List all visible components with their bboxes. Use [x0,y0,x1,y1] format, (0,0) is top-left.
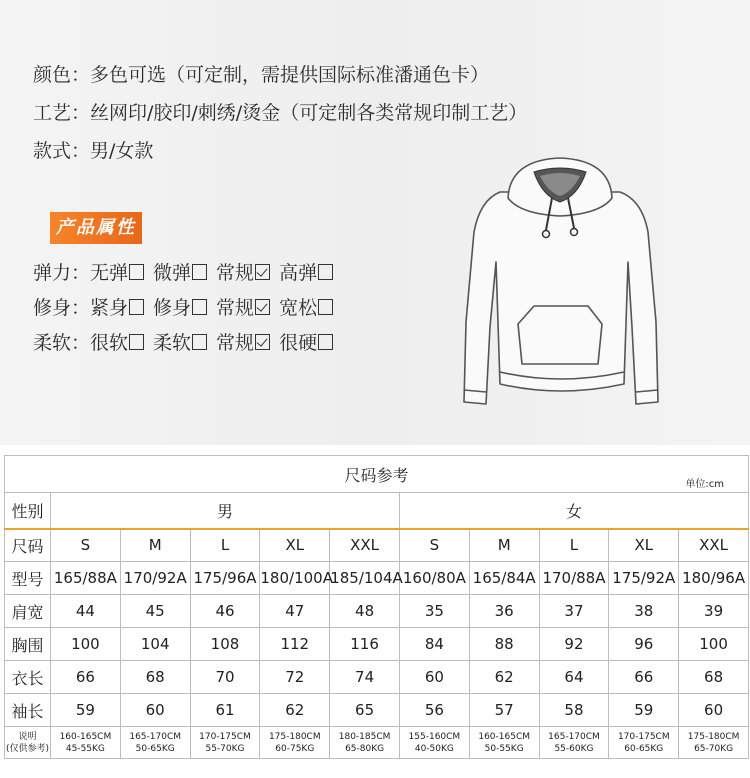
table-cell: 64 [539,661,609,694]
note-cell [190,727,260,759]
table-cell: 38 [609,595,679,628]
note-cell [260,727,330,759]
height-range: 155-160CM [408,731,461,742]
attribute-option [90,258,144,285]
attribute-label: 修身： [33,297,91,319]
attribute-option-text: 紧身 [90,297,129,319]
size-table-title [5,456,749,493]
checkbox-icon [129,334,144,350]
table-cell: 45 [120,595,190,628]
table-cell: 100 [51,628,121,661]
table-cell: 35 [399,595,469,628]
table-cell: 84 [399,628,469,661]
attribute-label: 柔软： [33,332,91,354]
attribute-row [33,328,342,355]
height-range: 160-165CM [478,731,530,742]
table-cell: S [51,529,121,562]
female-header: 女 [399,493,748,529]
craft-info: 工艺：丝网印/胶印/刺绣/烫金（可定制各类常规印制工艺） [33,102,528,124]
table-cell: L [190,529,260,562]
attribute-option-text: 柔软 [153,332,192,354]
table-cell: 59 [609,694,679,727]
checkbox-icon [129,299,144,315]
table-cell: 180/96A [679,562,749,595]
table-cell: 60 [399,661,469,694]
checked-checkbox-icon [255,264,270,280]
table-cell: 57 [469,694,539,727]
height-range: 165-170CM [129,731,182,742]
table-cell: 37 [539,595,609,628]
height-range: 175-180CM [268,731,321,742]
table-cell: XL [609,529,679,562]
weight-range: 65-70KG [694,743,734,754]
table-cell: 39 [679,595,749,628]
note-label-line1: 说明 [18,731,37,742]
height-range: 175-180CM [687,731,740,742]
height-range: 180-185CM [338,731,391,742]
row-label: 型号 [5,562,51,595]
checkbox-icon [129,264,144,280]
table-cell: 47 [260,595,330,628]
unit-label: 单位:cm [685,479,725,490]
male-header: 男 [51,493,400,529]
height-range: 170-175CM [199,731,251,742]
checkbox-icon [192,264,207,280]
table-cell: 104 [120,628,190,661]
row-label: 胸围 [5,628,51,661]
table-cell: 170/88A [539,562,609,595]
table-cell: 96 [609,628,679,661]
hoodie-illustration [460,152,660,427]
style-info: 款式：男/女款 [33,140,154,162]
attribute-option [153,293,207,320]
note-cell [469,727,539,759]
checkbox-icon [192,299,207,315]
table-cell: 112 [260,628,330,661]
note-cell [609,727,679,759]
attribute-option [153,258,207,285]
table-cell: 68 [120,661,190,694]
table-cell: 165/84A [469,562,539,595]
attribute-option-text: 常规 [216,297,255,319]
attribute-row [33,258,342,285]
note-row [5,727,749,759]
table-cell: 58 [539,694,609,727]
weight-range: 40-50KG [414,743,454,754]
row-label: 衣长 [5,661,51,694]
attribute-option-text: 很软 [90,332,129,354]
attribute-option-text: 高弹 [279,262,318,284]
table-cell: 185/104A [330,562,400,595]
table-row [5,562,749,595]
attribute-option-text: 常规 [216,262,255,284]
table-cell: 44 [51,595,121,628]
checkbox-icon [318,334,333,350]
attribute-option [216,328,270,355]
size-table-title-text: 尺码参考 [344,465,409,485]
note-cell [679,727,749,759]
attribute-option [153,328,207,355]
note-cell [51,727,121,759]
row-label: 肩宽 [5,595,51,628]
checked-checkbox-icon [255,299,270,315]
size-reference-table [4,455,749,759]
weight-range: 45-55KG [65,743,105,754]
attribute-label: 弹力： [33,262,91,284]
table-cell: M [120,529,190,562]
attribute-option [90,328,144,355]
row-label: 尺码 [5,529,51,562]
weight-range: 55-70KG [205,743,245,754]
table-cell: 65 [330,694,400,727]
note-cell [399,727,469,759]
attribute-option [90,293,144,320]
attribute-option-text: 无弹 [90,262,129,284]
table-cell: 61 [190,694,260,727]
table-cell: 88 [469,628,539,661]
gender-label: 性别 [5,493,51,529]
table-cell: 70 [190,661,260,694]
attribute-option-text: 微弹 [153,262,192,284]
height-range: 170-175CM [617,731,670,742]
table-cell: 175/96A [190,562,260,595]
table-row [5,628,749,661]
table-cell: M [469,529,539,562]
table-cell: 92 [539,628,609,661]
note-label-line2: (仅供参考) [5,743,50,754]
height-range: 160-165CM [59,731,112,742]
table-cell: 160/80A [399,562,469,595]
table-cell: 116 [330,628,400,661]
attribute-option [216,293,270,320]
row-label: 袖长 [5,694,51,727]
checkbox-icon [318,264,333,280]
table-cell: 56 [399,694,469,727]
table-cell: XXL [330,529,400,562]
table-cell: S [399,529,469,562]
table-cell: 36 [469,595,539,628]
table-cell: 66 [609,661,679,694]
table-row [5,694,749,727]
weight-range: 60-65KG [624,743,664,754]
weight-range: 50-65KG [135,743,175,754]
table-cell: 66 [51,661,121,694]
table-cell: 60 [679,694,749,727]
table-cell: 62 [260,694,330,727]
table-cell: 180/100A [260,562,330,595]
table-cell: 170/92A [120,562,190,595]
table-cell: 100 [679,628,749,661]
note-cell [539,727,609,759]
table-cell: 74 [330,661,400,694]
table-cell: XL [260,529,330,562]
table-cell: L [539,529,609,562]
color-info: 颜色：多色可选（可定制，需提供国际标准潘通色卡） [33,64,490,86]
table-cell: 46 [190,595,260,628]
table-cell: 175/92A [609,562,679,595]
checkbox-icon [192,334,207,350]
attribute-option-text: 修身 [153,297,192,319]
table-cell: 62 [469,661,539,694]
table-cell: 108 [190,628,260,661]
attribute-option-text: 宽松 [279,297,318,319]
attribute-option [279,293,333,320]
table-row [5,661,749,694]
table-row [5,529,749,562]
table-cell: 48 [330,595,400,628]
table-cell: 60 [120,694,190,727]
attribute-row [33,293,342,320]
product-attributes-badge: 产品属性 [50,212,142,244]
attribute-option [279,258,333,285]
weight-range: 55-60KG [554,743,594,754]
weight-range: 50-55KG [484,743,524,754]
attribute-option [216,258,270,285]
note-label [5,727,51,759]
table-cell: 68 [679,661,749,694]
height-range: 165-170CM [548,731,600,742]
attribute-option-text: 常规 [216,332,255,354]
attribute-option [279,328,333,355]
attribute-option-text: 很硬 [279,332,318,354]
table-cell: XXL [679,529,749,562]
table-cell: 72 [260,661,330,694]
weight-range: 60-75KG [275,743,315,754]
table-cell: 59 [51,694,121,727]
table-row [5,595,749,628]
note-cell [120,727,190,759]
checkbox-icon [318,299,333,315]
weight-range: 65-80KG [345,743,385,754]
table-cell: 165/88A [51,562,121,595]
note-cell [330,727,400,759]
checked-checkbox-icon [255,334,270,350]
